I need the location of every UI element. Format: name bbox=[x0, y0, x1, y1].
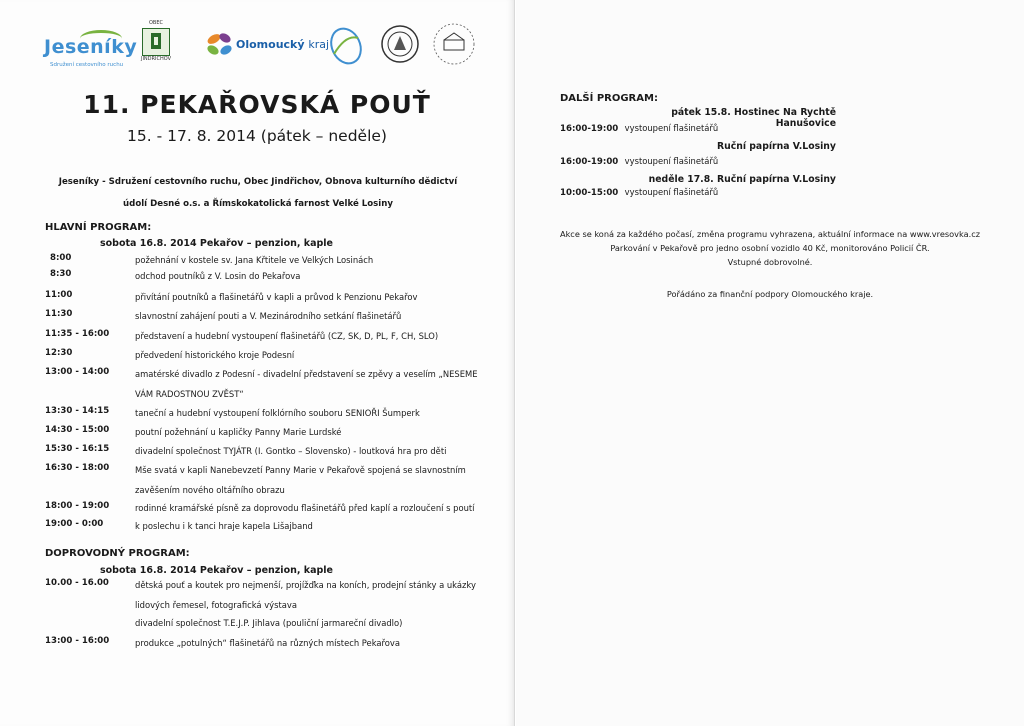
other-program-venue: pátek 15.8. Hostinec Na Rychtě Hanušovice bbox=[671, 107, 836, 129]
program-time: 19:00 - 0:00 bbox=[45, 519, 104, 529]
side-program-heading: DOPROVODNÝ PROGRAM: bbox=[45, 548, 190, 559]
right-page bbox=[516, 0, 1024, 726]
organizers-line: údolí Desné o.s. a Římskokatolická farnost Velké Losiny bbox=[123, 199, 393, 209]
program-desc: slavnostní zahájení pouti a V. Mezinárodního setkání flašinetářů bbox=[135, 311, 402, 321]
other-program-row bbox=[560, 156, 718, 167]
jeseniky-logo-subtitle: Sdružení cestovního ruchu bbox=[50, 62, 124, 68]
program-desc: divadelní společnost T.E.J.P. Jihlava (pouliční jarmareční divadlo) bbox=[135, 618, 403, 628]
event-dates: 15. - 17. 8. 2014 (pátek – neděle) bbox=[127, 127, 387, 145]
program-time: 14:30 - 15:00 bbox=[45, 425, 110, 435]
program-time: 8:00 bbox=[50, 253, 72, 263]
other-program-row bbox=[560, 123, 718, 134]
program-time: 16:00-19:00 bbox=[560, 157, 619, 167]
organizers bbox=[30, 171, 486, 215]
olomoucky-flower-icon bbox=[204, 30, 236, 60]
program-time: 10.00 - 16.00 bbox=[45, 578, 109, 588]
program-time: 13:00 - 16:00 bbox=[45, 636, 110, 646]
other-program-venue: Ruční papírna V.Losiny bbox=[716, 141, 836, 152]
jeseniky-logo-word: Jeseníky bbox=[44, 36, 138, 58]
olomoucky-kraj-text bbox=[236, 38, 329, 51]
sponsor-note: Pořádáno za finanční podpory Olomouckého kraje. bbox=[666, 289, 874, 299]
note-line: Vstupné dobrovolné. bbox=[727, 257, 813, 267]
program-desc: vystoupení flašinetářů bbox=[624, 123, 719, 133]
program-desc: vystoupení flašinetářů bbox=[624, 156, 719, 166]
coat-of-arms-icon bbox=[142, 28, 170, 56]
obec-logo-bottom: JINDŘICHOV bbox=[140, 56, 171, 62]
program-time: 11:00 bbox=[45, 290, 73, 300]
program-time: 16:00-19:00 bbox=[560, 124, 619, 134]
program-time: 13:00 - 14:00 bbox=[45, 367, 110, 377]
parish-seal-icon bbox=[380, 24, 420, 64]
jeseniky-region-logo bbox=[326, 24, 366, 68]
program-time: 18:00 - 19:00 bbox=[45, 501, 110, 511]
obec-jindrichov-logo bbox=[136, 20, 176, 70]
main-program-subheading: sobota 16.8. 2014 Pekařov – penzion, kaple bbox=[100, 238, 334, 249]
other-program-heading: DALŠÍ PROGRAM: bbox=[560, 93, 658, 104]
program-desc: přivítání poutníků a flašinetářů v kapli a průvod k Penzionu Pekařov bbox=[135, 292, 418, 302]
program-time: 15:30 - 16:15 bbox=[45, 444, 110, 454]
info-notes bbox=[526, 227, 1014, 269]
program-desc: vystoupení flašinetářů bbox=[624, 187, 719, 197]
program-desc: předvedení historického kroje Podesní bbox=[135, 350, 295, 360]
program-desc: rodinné kramářské písně za doprovodu flašinetářů před kaplí a rozloučení s poutí bbox=[135, 503, 475, 513]
other-program-row bbox=[560, 187, 718, 198]
program-desc: poutní požehnání u kapličky Panny Marie Lurdské bbox=[135, 427, 342, 437]
organizers-line: Jeseníky - Sdružení cestovního ruchu, Obec Jindřichov, Obnova kulturního dědictví bbox=[58, 177, 458, 187]
program-time: 13:30 - 14:15 bbox=[45, 406, 110, 416]
olomoucky-rest: kraj bbox=[308, 38, 330, 51]
program-desc: dětská pouť a koutek pro nejmenší, projížďka na koních, prodejní stánky a ukázky lidových řemesel, fotografická výstava bbox=[135, 580, 476, 610]
program-desc: taneční a hudební vystoupení folklórního souboru SENIOŘI Šumperk bbox=[135, 408, 420, 418]
note-line: Parkování v Pekařově pro jedno osobní vozidlo 40 Kč, monitorováno Policií ČR. bbox=[610, 243, 930, 253]
main-program-heading: HLAVNÍ PROGRAM: bbox=[45, 222, 152, 233]
program-time: 11:30 bbox=[45, 309, 73, 319]
side-program-subheading: sobota 16.8. 2014 Pekařov – penzion, kaple bbox=[100, 565, 334, 576]
program-desc: požehnání v kostele sv. Jana Křtitele ve Velkých Losinách bbox=[135, 255, 374, 265]
obnova-dedictvi-logo bbox=[432, 22, 476, 66]
jeseniky-logo bbox=[44, 34, 138, 78]
obec-logo-top: OBEC bbox=[148, 20, 164, 26]
program-time: 8:30 bbox=[50, 269, 72, 279]
logo-strip bbox=[44, 20, 504, 80]
program-desc: odchod poutníků z V. Losin do Pekařova bbox=[135, 271, 301, 281]
olomoucky-kraj-logo bbox=[204, 30, 330, 60]
page-title: 11. PEKAŘOVSKÁ POUŤ bbox=[83, 90, 431, 119]
program-time: 12:30 bbox=[45, 348, 73, 358]
olomoucky-bold: Olomoucký bbox=[236, 38, 305, 51]
program-desc: k poslechu i k tanci hraje kapela Lišajband bbox=[135, 521, 313, 531]
program-desc: produkce „potulných“ flašinetářů na různých místech Pekařova bbox=[135, 638, 401, 648]
program-desc: divadelní společnost TYJÁTR (I. Gontko – Slovensko) - loutková hra pro děti bbox=[135, 446, 447, 456]
program-time: 11:35 - 16:00 bbox=[45, 329, 110, 339]
program-time: 16:30 - 18:00 bbox=[45, 463, 110, 473]
program-desc: představení a hudební vystoupení flašinetářů (CZ, SK, D, PL, F, CH, SLO) bbox=[135, 331, 439, 341]
program-desc: Mše svatá v kapli Nanebevzetí Panny Marie v Pekařově spojená se slavnostním zavěšením nového oltářního obrazu bbox=[135, 465, 466, 495]
program-desc: amatérské divadlo z Podesní - divadelní představení se zpěvy a veselím „NESEME VÁM RADOSTNOU ZVĚST“ bbox=[135, 369, 478, 399]
other-program-venue: neděle 17.8. Ruční papírna V.Losiny bbox=[648, 174, 836, 185]
program-time: 10:00-15:00 bbox=[560, 188, 619, 198]
note-line: Akce se koná za každého počasí, změna programu vyhrazena, aktuální informace na www.vresovka.cz bbox=[559, 229, 981, 239]
